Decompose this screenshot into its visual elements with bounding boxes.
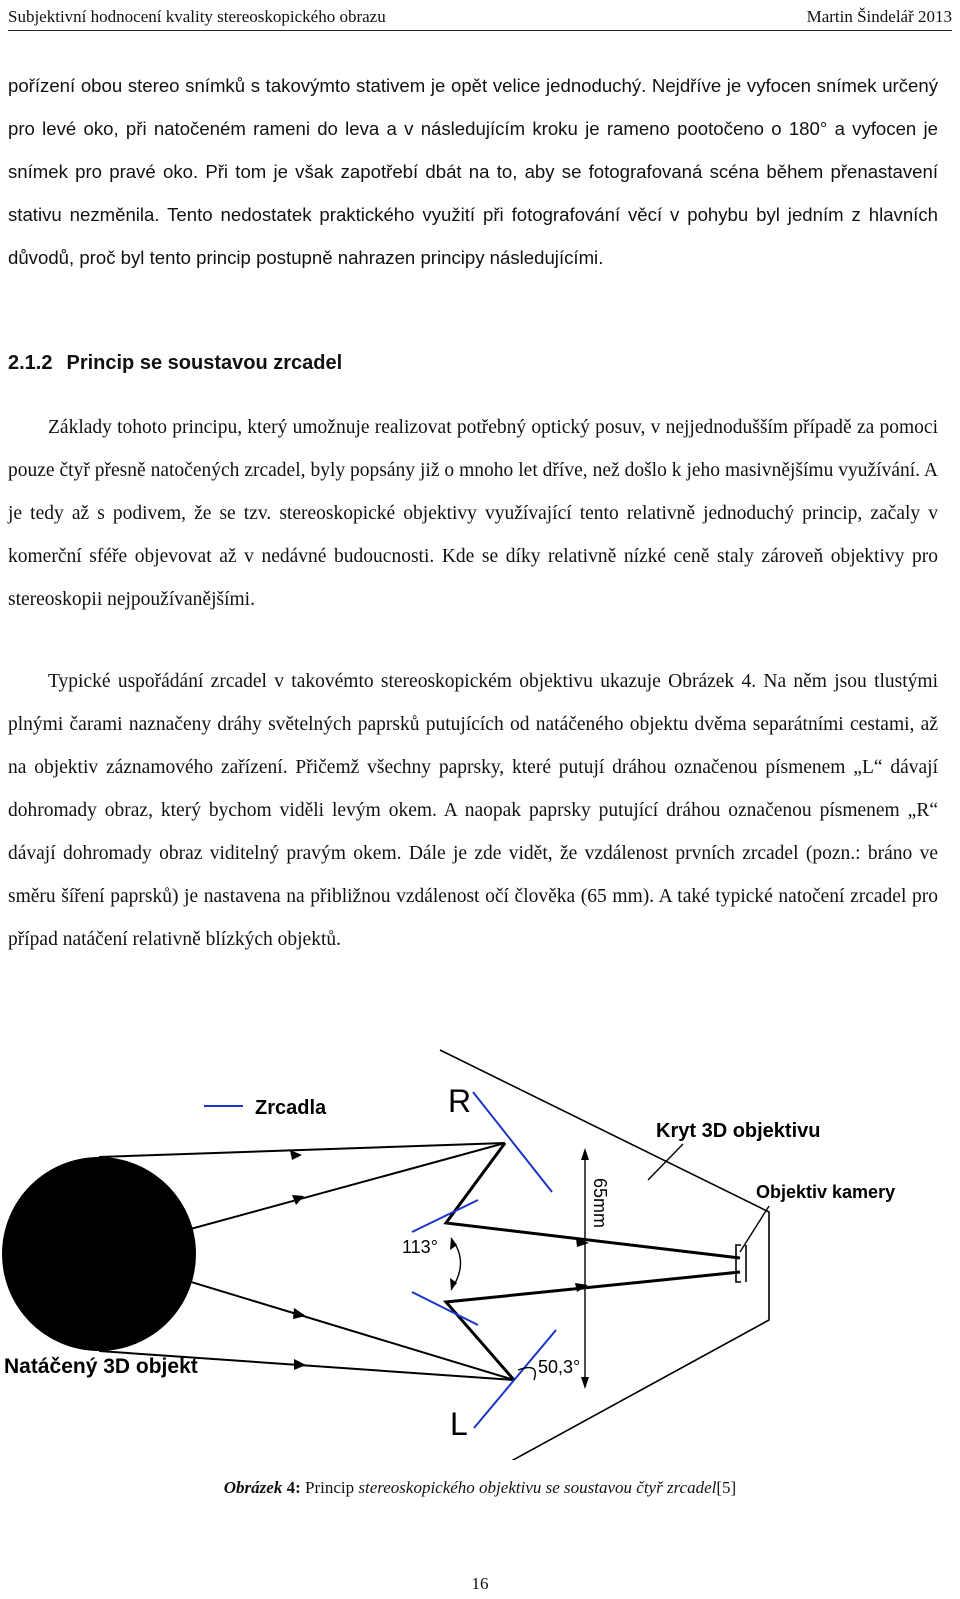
label-R: R bbox=[448, 1083, 472, 1119]
object-label: Natáčený 3D objekt bbox=[4, 1355, 198, 1378]
arrow-head bbox=[450, 1238, 457, 1250]
page-number: 16 bbox=[471, 1574, 489, 1593]
page-header bbox=[8, 4, 952, 31]
paragraph-2: Základy tohoto principu, který umožnuje realizovat potřebný optický posuv, v nejjednodušším případě za pomoci pouze čtyř přesně natočených zrcadel, byly popsány již o mnoho let dříve, než došlo k jeho masivnějšímu využívání. A je tedy až s podivem, že se tzv. stereoskopické objektivy využívající tento relativně jednoduchý princip, začaly v komerční sféře objevovat až v nedávné budoucnosti. Kde se díky relativně nízké ceně staly zároveň objektivy pro stereoskopii nejpoužívanějšími. bbox=[8, 417, 938, 610]
camera-label: Objektiv kamery bbox=[756, 1182, 896, 1202]
figure-caption bbox=[0, 1478, 960, 1498]
paragraph-3: Typické uspořádání zrcadel v takovémto stereoskopickém objektivu ukazuje Obrázek 4. Na něm jsou tlustými plnými čarami naznačeny dráhy světelných paprsků putujících od natáčeného objektu dvěma separátními cestami, až na objektiv záznamového zařízení. Přičemž všechny paprsky, které putují dráhou označenou písmenem „L“ dávají dohromady obraz, který bychom viděli levým okem. A naopak paprsky putující dráhou označenou písmenem „R“ dávají dohromady obraz viditelný pravým okem. Dále je zde vidět, že vzdálenost prvních zrcadel (pozn.: bráno ve směru šíření paprsků) je nastavena na přibližnou vzdálenost očí člověka (65 mm). A také typické natočení zrcadel pro případ natáčení relativně blízkých objektů. bbox=[8, 671, 938, 950]
mirror-R-outer bbox=[473, 1092, 552, 1192]
legend-mirrors-label: Zrcadla bbox=[255, 1097, 327, 1119]
section-heading bbox=[8, 352, 342, 375]
mirror-L-inner bbox=[412, 1292, 478, 1325]
header-title: Subjektivní hodnocení kvality stereoskopického obrazu bbox=[8, 7, 386, 26]
paragraph-1: pořízení obou stereo snímků s takovýmto stativem je opět velice jednoduchý. Nejdříve je vyfocen snímek určený pro levé oko, při natočeném rameni do leva a v následujícím kroku je rameno pootočeno o 180° a vyfocen je snímek pro pravé oko. Při tom je však zapotřebí dbát na to, aby se fotografovaná scéna během přenastavení stativu nezměnila. Tento nedostatek praktického využití při fotografování věcí v pohybu byl jedním z hlavních důvodů, proč byl tento princip postupně nahrazen principy následujícími. bbox=[8, 75, 938, 268]
mirror-R-inner bbox=[412, 1200, 478, 1232]
header-author: Martin Šindelář 2013 bbox=[806, 7, 952, 26]
arrow-head bbox=[294, 1359, 306, 1370]
angle-113-label: 113° bbox=[402, 1237, 438, 1257]
path-L bbox=[446, 1272, 740, 1380]
arrow-head bbox=[290, 1150, 302, 1160]
ray-R-1 bbox=[99, 1143, 505, 1157]
caption-ref: [5] bbox=[716, 1478, 737, 1497]
cover-label: Kryt 3D objektivu bbox=[656, 1120, 821, 1142]
distance-label: 65mm bbox=[590, 1178, 610, 1229]
arrow-head bbox=[581, 1377, 589, 1389]
caption-word: Princip bbox=[305, 1478, 355, 1497]
camera-leader bbox=[740, 1206, 769, 1252]
angle-50-label: 50,3° bbox=[538, 1357, 581, 1377]
figure-stereo-lens-diagram bbox=[0, 1040, 960, 1460]
label-L: L bbox=[450, 1406, 468, 1442]
caption-label: Obrázek bbox=[223, 1478, 283, 1497]
arrow-head bbox=[293, 1308, 306, 1319]
section-number: 2.1.2 bbox=[8, 352, 53, 374]
section-title: Princip se soustavou zrcadel bbox=[66, 352, 343, 374]
arrow-head bbox=[581, 1148, 589, 1160]
caption-number: 4: bbox=[286, 1478, 301, 1497]
cover-leader bbox=[648, 1144, 683, 1180]
caption-text: stereoskopického objektivu se soustavou čtyř zrcadel bbox=[358, 1478, 717, 1497]
